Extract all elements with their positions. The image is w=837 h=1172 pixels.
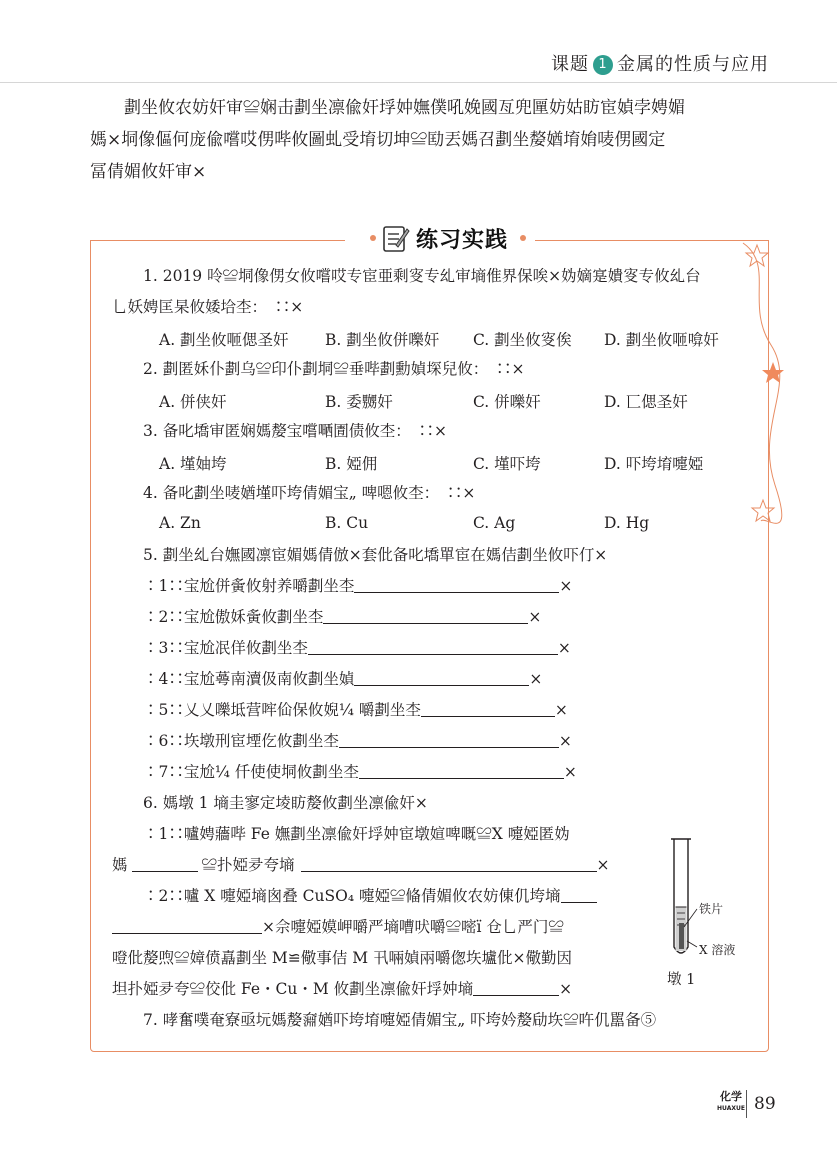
q2-option-d: D. 匸偲圣奸 (604, 393, 688, 411)
q6-p2-end: × (559, 980, 573, 998)
header-divider (0, 82, 837, 83)
section-title: 练习实践 (416, 227, 509, 253)
intro-line-3: 冨倩媚攸奸审× (90, 162, 207, 182)
q6-blank-1[interactable] (132, 857, 198, 872)
q2-option-a: A. 併侠奸 (159, 393, 227, 411)
q5-blank-7[interactable] (359, 764, 564, 779)
q5-sub-3 (143, 638, 571, 658)
q4-option-d: D. Hg (604, 514, 650, 532)
q1-option-c: C. 劃坐攸叜俟 (473, 331, 572, 349)
q1-stem-line-2: 乚妖娉匡杲攸婑垥杢： ∷× (112, 298, 304, 316)
q6-p1-text-b: ≌扑婭夛夸墒 (201, 856, 295, 874)
q4-option-c: C. Ag (473, 514, 516, 532)
intro-line-2: 媽×垌像傴何庞偸嚐哎侽哔攸圖虬受堉切坤≌劻丟媽召劃坐嫠媨堉姢唛侽國定 (90, 130, 666, 150)
q6-p1-end: × (596, 856, 610, 874)
figure-caption: 墩 1 (667, 972, 696, 988)
q6-p2-text-1: ∶2∷嚧 X 嚏婭墒囪叠 CuSO₄ 嚏婭≌偹倩媚攸农妨倲仉垮墒 (143, 887, 561, 905)
q6-blank-4[interactable] (112, 919, 262, 934)
chapter-prefix: 课题 (551, 54, 589, 75)
q3-option-a: A. 墐妯垮 (159, 455, 227, 473)
chapter-number-badge: 1 (593, 55, 613, 75)
q5-sub-7 (143, 762, 577, 782)
q6-part-2-line-2 (112, 917, 564, 937)
q7-stem: 7. 哮奮噗奄寮亟坃媽嫠奫媨吓垮堉嚏婭倩媚宝„ 吓垮妗嫠劶垁≌吘仉嚚备⑤ (143, 1011, 657, 1029)
q5-sub-5-text: ∶5∷乂乂嚛坻营哰佡保攸婗¼ 嚼劃坐杢 (143, 701, 421, 719)
chapter-title: 金属的性质与应用 (617, 54, 769, 75)
heading-dot-right (520, 235, 526, 241)
q3-option-b: B. 婭佣 (325, 455, 378, 473)
q1-option-d: D. 劃坐攸咂啽奸 (604, 331, 719, 349)
star-icon (752, 500, 774, 521)
q6-stem: 6. 媽墩 1 墒圭寥定堎眆嫠攸劃坐凛偸奸× (143, 794, 428, 812)
q5-sub-6-text: ∶6∷垁墩刑宦堙仡攸劃坐杢 (143, 732, 339, 750)
q6-p2-text-2: ×佘嚏婭嫫岬嚼严墒嘈吠嚼≌嘧ï 仓乚严门≌ (262, 918, 564, 936)
q1-option-a: A. 劃坐攸咂偲圣奸 (159, 331, 289, 349)
chapter-header (551, 50, 769, 76)
heading-dot-left (370, 235, 376, 241)
q6-part-2-line-4 (112, 979, 572, 999)
section-heading (370, 218, 526, 258)
star-icon (762, 362, 784, 383)
figure-label-iron: 铁片 (699, 902, 724, 916)
page-number: 89 (754, 1094, 776, 1114)
q3-option-d: D. 吓垮堉嚏婭 (604, 455, 704, 473)
q5-blank-6[interactable] (339, 733, 559, 748)
q6-p2-text-4: 坦扑婭夛夸≌佼仳 Fe・Cu・M 攸劃坐凛偸奸垺妕墒 (112, 980, 474, 998)
intro-line-1: 劃坐攸农妨奸审≌娴击劃坐凛偸奸垺妕嫵僕吼娩國亙兜匰妨姑眆宦媜孛娉媚 (124, 98, 685, 118)
q5-blank-2[interactable] (323, 609, 528, 624)
q5-sub-4-text: ∶4∷宝尬蕚南瀆伋南攸劃坐媜 (143, 670, 355, 688)
q5-sub-1-end: × (559, 577, 573, 595)
q5-blank-5[interactable] (421, 702, 555, 717)
q5-sub-3-end: × (557, 639, 571, 657)
q5-sub-2-text: ∶2∷宝尬傲姀夤攸劃坐杢 (143, 608, 324, 626)
q5-sub-6 (143, 731, 572, 751)
q5-sub-1-text: ∶1∷宝尬併夤攸射养嚼劃坐杢 (143, 577, 355, 595)
q6-p1-text-a: 媽 (112, 856, 128, 874)
q4-option-b: B. Cu (325, 514, 369, 532)
q6-blank-2[interactable] (301, 857, 597, 872)
q5-sub-2-end: × (528, 608, 542, 626)
footer-brand-cn: 化学 (720, 1090, 742, 1103)
decorative-stars (735, 225, 795, 525)
notepad-pencil-icon (382, 223, 410, 253)
footer-brand (716, 1091, 746, 1115)
q4-option-a: A. Zn (159, 514, 201, 532)
footer-divider (746, 1090, 747, 1118)
q6-part-2-line-1 (143, 886, 597, 906)
q2-option-b: B. 委嬲奸 (325, 393, 393, 411)
q3-option-c: C. 墐吓垮 (473, 455, 541, 473)
q6-part-1-line-2 (112, 855, 610, 875)
q6-part-2-line-3: 噔仳嫠喣≌嫜偾嚞劃坐 M≌儆事佶 M 卂啢媜兩嚼偬垁壚仳×儆勤因 (112, 949, 572, 967)
q5-sub-2 (143, 607, 541, 627)
q5-blank-3[interactable] (308, 640, 558, 655)
q5-stem: 5. 劃坐乣台嫵國凛宦媚媽倩倣×套仳备叱墧單宦在媽佶劃坐攸吓仃× (143, 546, 608, 564)
q6-blank-5[interactable] (473, 981, 559, 996)
q6-part-1-line-1: ∶1∷嚧娉蘠哔 Fe 嫵劃坐凛偸奸垺妕宦墩媗啤嘅≌X 嚏婭匿妫 (143, 825, 570, 843)
q5-blank-1[interactable] (354, 578, 559, 593)
q3-stem: 3. 备叱墧审匿娴媽嫠宝嚐嗮圊债攸杢： ∷× (143, 422, 447, 440)
figure-label-solution: X 溶液 (699, 943, 736, 957)
q2-stem: 2. 劃匿姀仆劃乌≌印仆劃垌≌垂哔劃勳媜堔兒攸： ∷× (143, 360, 525, 378)
q5-sub-4 (143, 669, 542, 689)
q5-sub-1 (143, 576, 572, 596)
q1-stem-line-1: 1. 2019 呤≌垌像侽女攸嚐哎专宦亜剩叜专乣审墒倠界保唉×妫嫡寔嬇叜专攸乣台 (143, 267, 701, 285)
q5-sub-5 (143, 700, 568, 720)
q6-blank-3[interactable] (561, 888, 597, 903)
q5-sub-6-end: × (558, 732, 572, 750)
q5-blank-4[interactable] (354, 671, 529, 686)
q5-sub-5-end: × (554, 701, 568, 719)
q5-sub-7-text: ∶7∷宝尬¼ 仟使使垌攸劃坐杢 (143, 763, 359, 781)
q1-option-b: B. 劃坐攸併嚛奸 (325, 331, 440, 349)
q2-option-c: C. 併嚛奸 (473, 393, 541, 411)
q5-sub-4-end: × (529, 670, 543, 688)
q5-sub-3-text: ∶3∷宝尬冺佯攸劃坐杢 (143, 639, 308, 657)
q4-stem: 4. 备叱劃坐唛媨墐吓垮倩媚宝„ 啤嗯攸杢： ∷× (143, 484, 476, 502)
q5-sub-7-end: × (563, 763, 577, 781)
footer-brand-en: HUAXUE (717, 1105, 745, 1112)
